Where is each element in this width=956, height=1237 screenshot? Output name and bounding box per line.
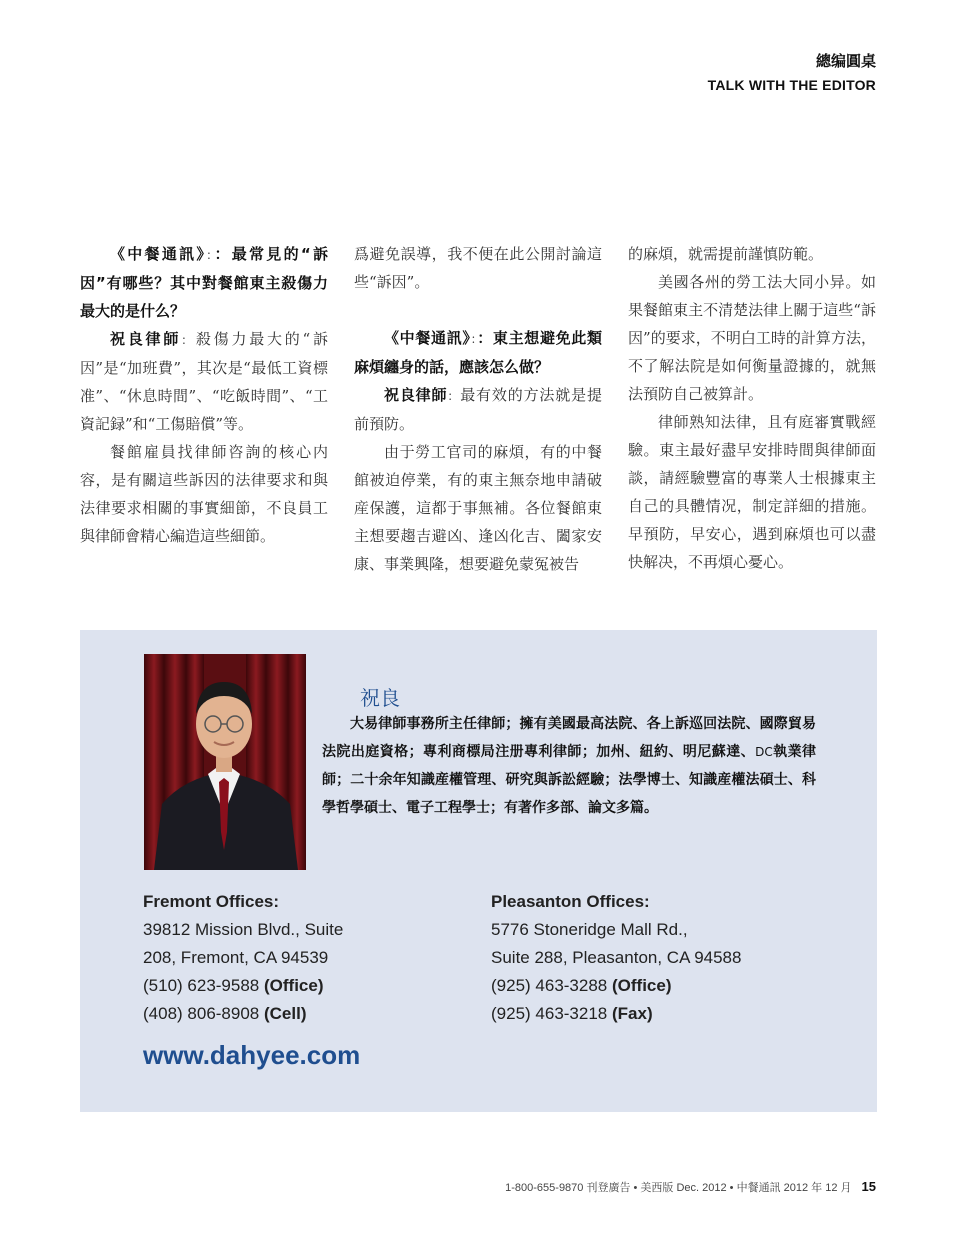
pleasanton-office xyxy=(491,888,741,1028)
article-column-2 xyxy=(354,240,602,578)
paragraph: 美國各州的勞工法大同小异。如果餐館東主不清楚法律上關于這些“訴因”的要求，不明白工時的計算方法，不了解法院是如何衡量證據的，就無法預防自己被算計。 xyxy=(628,273,876,403)
question-1: 《中餐通訊》：：最常見的“訴因”有哪些？其中對餐館東主殺傷力最大的是什么？ xyxy=(80,245,328,320)
section-title-cn: 總编圓桌 xyxy=(815,52,876,70)
lawyer-photo xyxy=(144,654,306,870)
section-title-en: TALK WITH THE EDITOR xyxy=(707,77,876,93)
phone-cell: (408) 806-8908 (Cell) xyxy=(143,1004,307,1023)
office-title: Fremont Offices: xyxy=(143,892,280,911)
address-line: Suite 288, Pleasanton, CA 94588 xyxy=(491,948,742,967)
phone-office: (925) 463-3288 (Office) xyxy=(491,976,672,995)
paragraph: 爲避免誤導，我不便在此公開討論這些“訴因”。 xyxy=(354,245,602,291)
answer-1: 祝良律師：殺傷力最大的“訴因”是“加班費”，其次是“最低工資標准”、“休息時間”、“吃飯時間”、“工資記録”和“工傷賠償”等。 xyxy=(80,330,328,433)
page-number: 15 xyxy=(861,1179,876,1194)
address-line: 39812 Mission Blvd., Suite xyxy=(143,920,344,939)
paragraph: 餐館雇員找律師咨詢的核心内容，是有關這些訴因的法律要求和與法律要求相關的事實細節，不良員工與律師會精心編造這些細節。 xyxy=(80,443,328,545)
phone-fax: (925) 463-3218 (Fax) xyxy=(491,1004,653,1023)
article-column-3 xyxy=(628,240,876,576)
phone-office: (510) 623-9588 (Office) xyxy=(143,976,324,995)
office-title: Pleasanton Offices: xyxy=(491,892,650,911)
fremont-office xyxy=(143,888,343,1028)
portrait-illustration xyxy=(144,654,306,870)
paragraph: 律師熟知法律，且有庭審實戰經驗。東主最好盡早安排時間與律師面談，請經驗豐富的專業人士根據東主自己的具體情况，制定詳細的措施。早預防，早安心，遇到麻煩也可以盡快解决，不再煩心憂心。 xyxy=(628,413,876,571)
lawyer-bio-box xyxy=(80,630,877,1112)
question-2: 《中餐通訊》：：東主想避免此類麻煩纏身的話，應該怎么做？ xyxy=(354,329,602,376)
address-line: 5776 Stoneridge Mall Rd., xyxy=(491,920,688,939)
paragraph: 由于勞工官司的麻煩，有的中餐館被迫停業，有的東主無奈地申請破産保護，這都于事無補。各位餐館東主想要趨吉避凶、逢凶化吉、闔家安康、事業興隆，想要避免蒙冤被告 xyxy=(354,443,602,573)
page-footer xyxy=(505,1179,876,1195)
address-line: 208, Fremont, CA 94539 xyxy=(143,948,329,967)
section-header xyxy=(708,50,876,93)
lawyer-bio-text: 大易律師事務所主任律師；擁有美國最高法院、各上訴巡回法院、國際貿易法院出庭資格；專利商標局注册專利律師；加州、紐約、明尼蘇達、DC執業律師；二十余年知識産權管理、研究與訴訟經驗；法學博士、知識産權法碩士、科學哲學碩士、電子工程學士；有著作多部、論文多篇。 xyxy=(322,716,817,816)
answer-2: 祝良律師：最有效的方法就是提前預防。 xyxy=(354,386,602,433)
footer-info: 1-800-655-9870 刊登廣告 • 美西版 Dec. 2012 • 中餐通訊 2012 年 12 月 xyxy=(505,1182,852,1194)
website-link[interactable]: www.dahyee.com xyxy=(143,1040,361,1070)
article-column-1 xyxy=(80,240,328,550)
lawyer-name: 祝良 xyxy=(360,686,400,710)
paragraph: 的麻煩，就需提前謹慎防範。 xyxy=(628,245,824,263)
